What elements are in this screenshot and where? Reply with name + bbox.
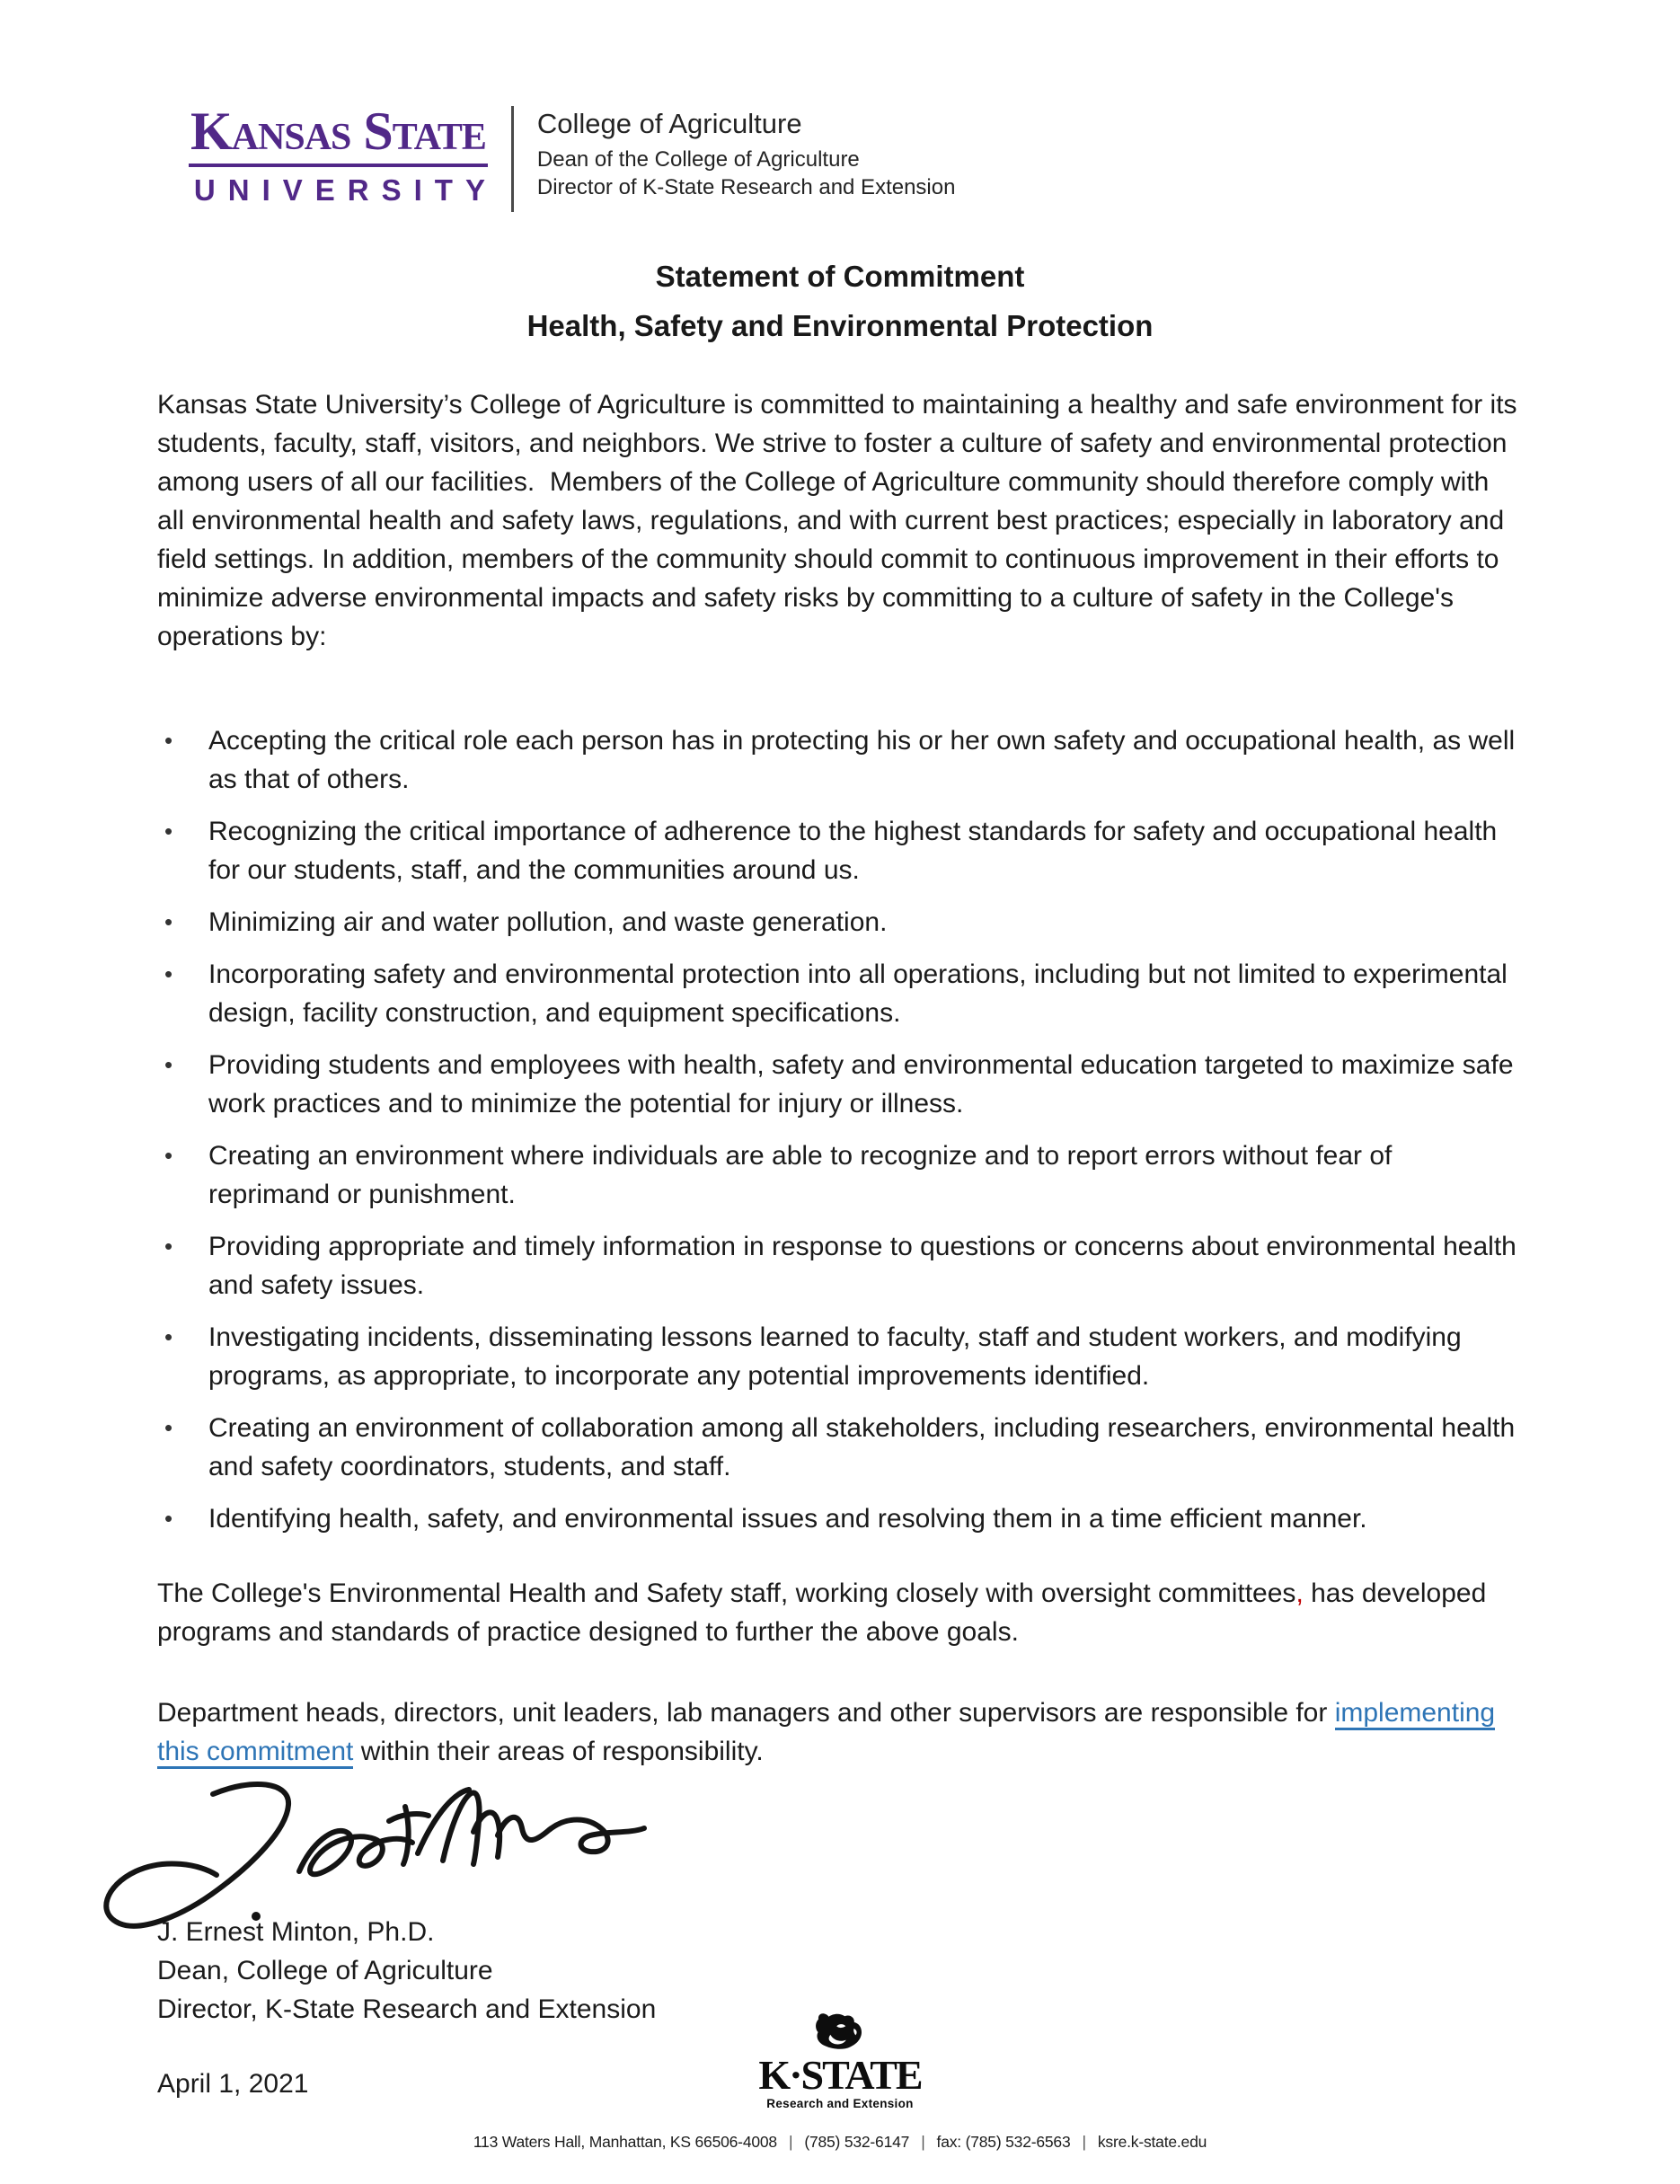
- implementing-commitment-link[interactable]: implementing this commitment: [157, 1698, 1495, 1769]
- header-divider: [511, 106, 514, 212]
- footer-fax: fax: (785) 532-6563: [936, 2133, 1071, 2151]
- letter-body: [157, 385, 1525, 2103]
- list-item: • Incorporating safety and environmental protection into all operations, including but not limited to experimental design, facility construction, and equipment specifications.: [157, 955, 1518, 1032]
- document-title: [0, 259, 1680, 344]
- list-item: • Creating an environment of collaboration among all stakeholders, including researchers, environmental health and safety coordinators, students, and staff.: [157, 1409, 1518, 1486]
- college-name: College of Agriculture: [536, 108, 802, 139]
- letterhead-titles: [537, 104, 956, 201]
- dean-line: Dean of the College of Agriculture: [536, 147, 860, 172]
- list-item: • Providing students and employees with health, safety and environmental education targeted to maximize safe work practices and to minimize the potential for injury or illness.: [157, 1046, 1518, 1123]
- title-line-1: Statement of Commitment: [655, 260, 1025, 293]
- tracked-change-comma: ,: [1295, 1578, 1304, 1608]
- footer-website[interactable]: ksre.k-state.edu: [1097, 2133, 1207, 2151]
- closing-paragraph-2: [157, 1693, 1518, 1771]
- signer-title-2: Director, K-State Research and Extension: [157, 1994, 657, 2024]
- list-item: • Minimizing air and water pollution, and waste generation.: [157, 903, 1518, 942]
- kansas-state-logo: [189, 102, 498, 208]
- title-line-2: Health, Safety and Environmental Protection: [526, 309, 1154, 342]
- footer-tagline: Research and Extension: [766, 2097, 914, 2110]
- logo-university-line: UNIVERSITY: [193, 173, 498, 207]
- intro-paragraph: Kansas State University’s College of Agriculture is committed to maintaining a healthy and safe environment for its students, faculty, staff, visitors, and neighbors. We strive to foster a culture of safety and environmental protection among users of all our facilities. Members of the College of Agriculture community should therefore comply with all environmental health and safety laws, regulations, and with current best practices; especially in laboratory and field settings. In addition, members of the community should commit to continuous improvement in their efforts to minimize adverse environmental impacts and safety risks by committing to a culture of safety in the College's operations by:: [157, 390, 1525, 651]
- powercat-icon: [814, 2011, 866, 2054]
- list-item: • Providing appropriate and timely information in response to questions or concerns about environmental health and safety issues.: [157, 1227, 1518, 1304]
- closing-1-text-after: has developed programs and standards of practice designed to further the above goals.: [157, 1578, 1487, 1647]
- list-item: • Identifying health, safety, and environmental issues and resolving them in a time efficient manner.: [157, 1499, 1518, 1538]
- logo-wordmark: Kansas State: [189, 104, 488, 167]
- signature-image: [85, 1774, 1518, 1936]
- letterhead: [189, 104, 1680, 212]
- closing-1-text: The College's Environmental Health and Safety staff, working closely with oversight committees: [157, 1578, 1296, 1608]
- list-item: • Accepting the critical role each person has in protecting his or her own safety and occupational health, as well as that of others.: [157, 721, 1518, 799]
- footer-separator: |: [1082, 2133, 1086, 2151]
- list-item: • Creating an environment where individuals are able to recognize and to report errors without fear of reprimand or punishment.: [157, 1136, 1518, 1214]
- closing-2-text: Department heads, directors, unit leaders, lab managers and other supervisors are responsible for: [157, 1698, 1335, 1728]
- letter-date: April 1, 2021: [157, 2069, 309, 2099]
- footer-separator: |: [921, 2133, 925, 2151]
- kstate-footer-wordmark: K·STATE: [758, 2052, 922, 2098]
- list-item: • Recognizing the critical importance of adherence to the highest standards for safety and occupational health for our students, staff, and the communities around us.: [157, 812, 1518, 889]
- closing-2-text-after: within their areas of responsibility.: [353, 1737, 764, 1766]
- footer-phone: (785) 532-6147: [804, 2133, 910, 2151]
- footer: [0, 2011, 1680, 2152]
- director-line: Director of K-State Research and Extension: [536, 175, 956, 199]
- commitment-list: [157, 721, 1518, 1538]
- signer-name: J. Ernest Minton, Ph.D.: [157, 1917, 435, 1947]
- closing-paragraph-1: [157, 1574, 1518, 1651]
- list-item: • Investigating incidents, disseminating lessons learned to faculty, staff and student workers, and modifying programs, as appropriate, to incorporate any potential improvements identified.: [157, 1318, 1518, 1395]
- footer-separator: |: [788, 2133, 793, 2151]
- footer-address-text: 113 Waters Hall, Manhattan, KS 66506-4008: [473, 2133, 777, 2151]
- footer-contact-line: [0, 2133, 1680, 2152]
- signer-title-1: Dean, College of Agriculture: [157, 1956, 493, 1985]
